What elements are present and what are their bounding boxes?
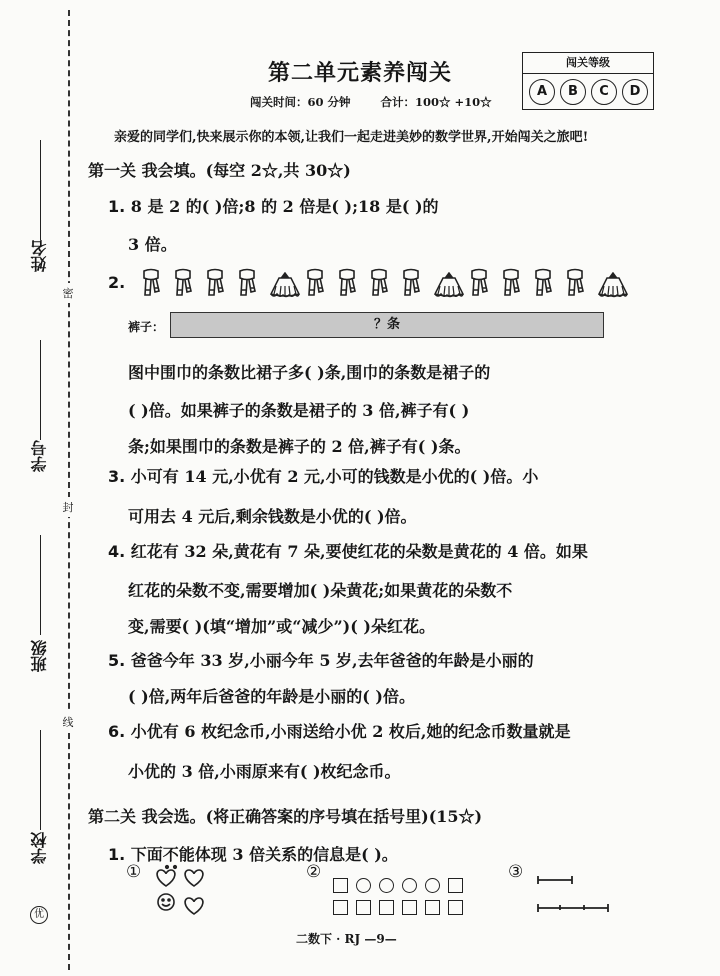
option-3-label[interactable]: ③: [508, 862, 524, 882]
question-number: 1.: [108, 845, 126, 864]
skirt-icon: [432, 272, 464, 298]
square-shape: [448, 878, 463, 893]
grade-box-title: 闯关等级: [523, 53, 653, 74]
class-label: 班级: [30, 640, 49, 672]
skirt-icon: [268, 272, 300, 298]
question-number: 5.: [108, 651, 126, 670]
scarf-icon: [304, 268, 324, 298]
scarf-icon: [532, 268, 552, 298]
student-id-label: 学号: [30, 440, 49, 472]
skirt-icon: [596, 272, 628, 298]
square-shape: [448, 900, 463, 915]
short-segment: [538, 876, 572, 884]
heart-icon: [157, 870, 175, 886]
question-1-5-cont[interactable]: ( )倍,两年后爸爸的年龄是小丽的( )倍。: [128, 687, 415, 706]
name-label: 姓名: [30, 240, 49, 272]
grade-b-badge[interactable]: B: [560, 79, 586, 105]
question-number: 4.: [108, 542, 126, 561]
question-1-6: [108, 715, 571, 749]
scarf-icon: [172, 268, 192, 298]
question-1-3: [108, 460, 538, 494]
circle-shape: [425, 878, 440, 893]
question-1-5: [108, 644, 534, 678]
option-2-label[interactable]: ②: [306, 862, 322, 882]
option-1-label[interactable]: ①: [126, 862, 142, 882]
scarf-icon: [140, 268, 160, 298]
smiley-icon: [158, 894, 174, 910]
scarf-icon: [564, 268, 584, 298]
circle-shape: [379, 878, 394, 893]
page-footer: 二数下 · RJ —9—: [296, 932, 397, 946]
square-shape: [333, 878, 348, 893]
name-blank[interactable]: [40, 140, 41, 240]
square-shape: [333, 900, 348, 915]
grade-c-badge[interactable]: C: [591, 79, 617, 105]
scarf-icon: [500, 268, 520, 298]
question-number: 6.: [108, 722, 126, 741]
square-shape: [379, 900, 394, 915]
class-blank[interactable]: [40, 535, 41, 635]
grade-a-badge[interactable]: A: [529, 79, 555, 105]
question-1-1: [108, 190, 439, 224]
school-blank[interactable]: [40, 730, 41, 830]
hearts-figure: [150, 864, 212, 918]
question-text[interactable]: 8 是 2 的( )倍;8 的 2 倍是( );18 是( )的: [130, 197, 439, 216]
question-text: 小优有 6 枚纪念币,小雨送给小优 2 枚后,她的纪念币数量就是: [130, 722, 571, 741]
pants-label: 裤子：: [128, 320, 165, 334]
page-title: 第二单元素养闯关: [267, 60, 452, 86]
scarf-icon: [400, 268, 420, 298]
question-text[interactable]: 下面不能体现 3 倍关系的信息是( )。: [130, 845, 398, 864]
question-number: 2.: [108, 273, 126, 292]
question-text: 爸爸今年 33 岁,小丽今年 5 岁,去年爸爸的年龄是小丽的: [130, 651, 534, 670]
student-id-blank[interactable]: [40, 340, 41, 440]
seal-char-mi: 密: [60, 283, 76, 303]
heart-icon: [185, 870, 203, 886]
binding-dashed-line: [68, 10, 70, 970]
question-number: 1.: [108, 197, 126, 216]
question-1-2-line1[interactable]: 图中围巾的条数比裙子多( )条,围巾的条数是裙子的: [128, 363, 491, 382]
question-1-1-cont: 3 倍。: [128, 235, 177, 254]
heart-icon: [185, 898, 203, 914]
question-text: 红花有 32 朵,黄花有 7 朵,要使红花的朵数是黄花的 4 倍。如果: [130, 542, 588, 561]
circle-shape: [402, 878, 417, 893]
scarf-icon: [204, 268, 224, 298]
section1-title: 第一关 我会填。(每空 2☆,共 30☆): [88, 161, 351, 180]
scarf-icon: [336, 268, 356, 298]
circle-shape: [356, 878, 371, 893]
segments-figure: [532, 872, 612, 916]
grade-d-badge[interactable]: D: [622, 79, 648, 105]
scarf-icon: [468, 268, 488, 298]
question-1-2-number: [108, 266, 125, 300]
question-1-4-line2[interactable]: 红花的朵数不变,需要增加( )朵黄花;如果黄花的朵数不: [128, 581, 513, 600]
pants-bar: ？条: [170, 312, 604, 338]
scarf-icon: [368, 268, 388, 298]
scarf-icon: [236, 268, 256, 298]
exam-meta: [250, 94, 518, 110]
question-1-4-line3[interactable]: 变,需要( )(填“增加”或“减少”)( )朵红花。: [128, 617, 435, 636]
square-shape: [425, 900, 440, 915]
time-limit: 闯关时间：60 分钟: [250, 95, 351, 109]
square-shape: [402, 900, 417, 915]
section2-title: 第二关 我会选。(将正确答案的序号填在括号里)(15☆): [88, 807, 483, 826]
question-number: 3.: [108, 467, 126, 486]
grade-box: [522, 52, 654, 110]
question-1-6-cont[interactable]: 小优的 3 倍,小雨原来有( )枚纪念币。: [128, 762, 401, 781]
greeting-text: 亲爱的同学们,快来展示你的本领,让我们一起走进美妙的数学世界,开始闯关之旅吧!: [114, 130, 589, 145]
total-score: 合计：100☆ +10☆: [380, 95, 492, 109]
square-shape: [356, 900, 371, 915]
publisher-mark: 优: [30, 906, 48, 924]
long-segment: [538, 904, 608, 912]
question-1-4: [108, 535, 588, 569]
school-label: 学校: [30, 832, 49, 864]
question-1-2-line2[interactable]: ( )倍。如果裤子的条数是裙子的 3 倍,裤子有( ): [128, 401, 470, 420]
question-1-3-cont[interactable]: 可用去 4 元后,剩余钱数是小优的( )倍。: [128, 507, 417, 526]
question-1-2-line3[interactable]: 条;如果围巾的条数是裤子的 2 倍,裤子有( )条。: [128, 437, 471, 456]
seal-char-xian: 线: [60, 712, 76, 732]
question-text[interactable]: 小可有 14 元,小优有 2 元,小可的钱数是小优的( )倍。小: [130, 467, 539, 486]
seal-char-feng: 封: [60, 497, 76, 517]
